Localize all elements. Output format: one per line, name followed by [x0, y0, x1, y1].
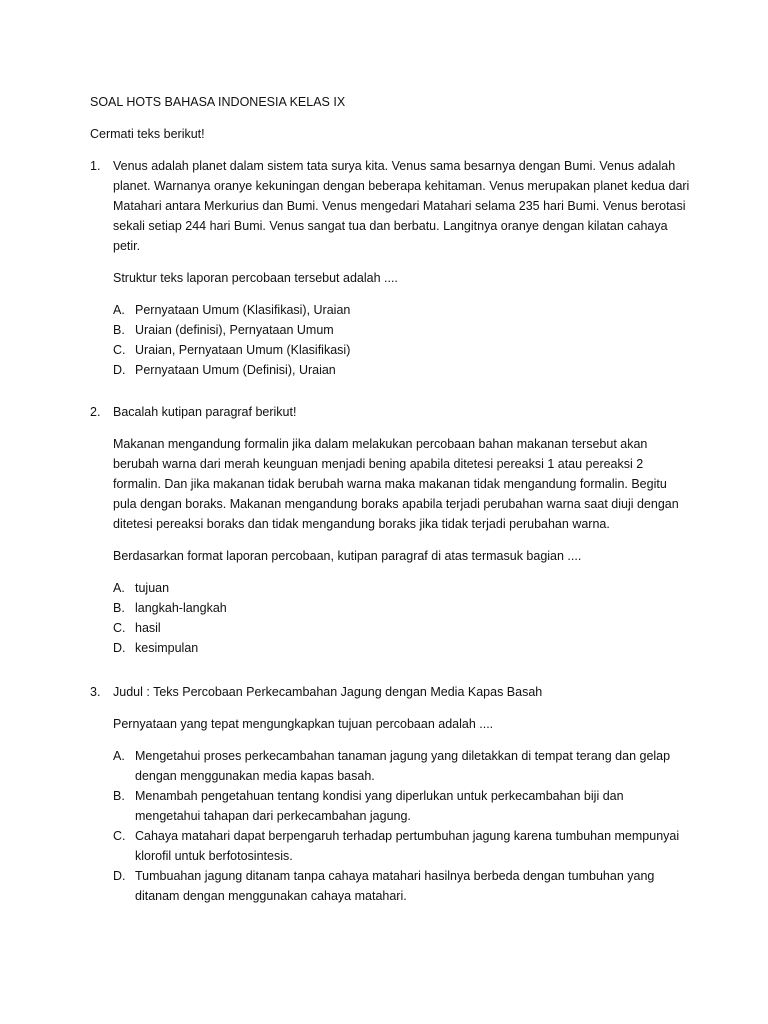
option-letter: C.	[113, 343, 126, 357]
question-lead: Bacalah kutipan paragraf berikut!	[113, 405, 297, 419]
question-number: 3.	[90, 685, 101, 699]
option-text: Pernyataan Umum (Klasifikasi), Uraian	[135, 303, 351, 317]
question-1	[90, 156, 690, 380]
answer-option-d[interactable]	[113, 638, 690, 658]
question-number: 2.	[90, 405, 101, 419]
answer-option-d[interactable]	[113, 360, 690, 380]
question-prompt: Berdasarkan format laporan percobaan, kutipan paragraf di atas termasuk bagian ....	[113, 549, 582, 563]
option-text: Pernyataan Umum (Definisi), Uraian	[135, 363, 336, 377]
answer-option-d[interactable]	[113, 866, 690, 906]
answer-option-b[interactable]	[113, 598, 690, 618]
option-letter: D.	[113, 363, 126, 377]
option-text: kesimpulan	[135, 641, 199, 655]
answer-options	[113, 300, 690, 380]
answer-option-c[interactable]	[113, 618, 690, 638]
option-letter: C.	[113, 621, 126, 635]
question-number: 1.	[90, 159, 101, 173]
option-letter: D.	[113, 641, 126, 655]
option-letter: B.	[113, 601, 125, 615]
option-letter: D.	[113, 869, 126, 883]
option-text: hasil	[135, 621, 161, 635]
answer-option-c[interactable]	[113, 826, 690, 866]
question-body	[113, 402, 690, 658]
option-text: Menambah pengetahuan tentang kondisi yang diperlukan untuk perkecambahan biji dan mengetahui tahapan dari perkecambahan jagung.	[135, 789, 624, 823]
option-letter: C.	[113, 829, 126, 843]
question-prompt: Struktur teks laporan percobaan tersebut adalah ....	[113, 271, 398, 285]
option-text: tujuan	[135, 581, 170, 595]
option-text: Cahaya matahari dapat berpengaruh terhadap pertumbuhan jagung karena tumbuhan mempunyai klorofil untuk berfotosintesis.	[135, 829, 680, 863]
question-lead: Judul : Teks Percobaan Perkecambahan Jagung dengan Media Kapas Basah	[113, 685, 543, 699]
question-passage: Makanan mengandung formalin jika dalam melakukan percobaan bahan makanan tersebut akan berubah warna dari merah keunguan menjadi bening apabila ditetesi pereaksi 1 atau pereaksi 2 formalin. Dan jika makanan tidak berubah warna maka makanan tidak mengandung formalin. Begitu pula dengan boraks. Makanan mengandung boraks apabila terjadi perubahan warna saat diuji dengan ditetesi pereaksi boraks dan tidak mengandung boraks jika tidak terjadi perubahan warna.	[113, 437, 679, 531]
option-letter: B.	[113, 789, 125, 803]
answer-option-b[interactable]	[113, 786, 690, 826]
answer-option-c[interactable]	[113, 340, 690, 360]
option-letter: A.	[113, 581, 125, 595]
answer-options	[113, 746, 690, 906]
question-prompt: Pernyataan yang tepat mengungkapkan tujuan percobaan adalah ....	[113, 717, 494, 731]
option-text: Tumbuahan jagung ditanam tanpa cahaya matahari hasilnya berbeda dengan tumbuhan yang ditanam dengan menggunakan cahaya matahari.	[135, 869, 655, 903]
intro-instruction: Cermati teks berikut!	[90, 127, 205, 141]
option-text: Uraian (definisi), Pernyataan Umum	[135, 323, 334, 337]
answer-options	[113, 578, 690, 658]
answer-option-a[interactable]	[113, 746, 690, 786]
document-title: SOAL HOTS BAHASA INDONESIA KELAS IX	[90, 95, 346, 109]
question-3	[90, 682, 690, 906]
option-letter: B.	[113, 323, 125, 337]
answer-option-a[interactable]	[113, 578, 690, 598]
option-text: Uraian, Pernyataan Umum (Klasifikasi)	[135, 343, 351, 357]
option-letter: A.	[113, 303, 125, 317]
question-body	[113, 156, 690, 380]
answer-option-a[interactable]	[113, 300, 690, 320]
option-text: langkah-langkah	[135, 601, 227, 615]
option-text: Mengetahui proses perkecambahan tanaman jagung yang diletakkan di tempat terang dan gelap dengan menggunakan media kapas basah.	[135, 749, 671, 783]
question-body	[113, 682, 690, 906]
question-passage: Venus adalah planet dalam sistem tata surya kita. Venus sama besarnya dengan Bumi. Venus adalah planet. Warnanya oranye kekuningan dengan beberapa kehitaman. Venus merupakan planet kedua dari Matahari antara Merkurius dan Bumi. Venus mengedari Matahari selama 235 hari Bumi. Venus berotasi sekali setiap 244 hari Bumi. Venus sangat tua dan berbatu. Langitnya oranye dengan kilatan cahaya petir.	[113, 159, 690, 253]
option-letter: A.	[113, 749, 125, 763]
answer-option-b[interactable]	[113, 320, 690, 340]
question-2	[90, 402, 690, 658]
